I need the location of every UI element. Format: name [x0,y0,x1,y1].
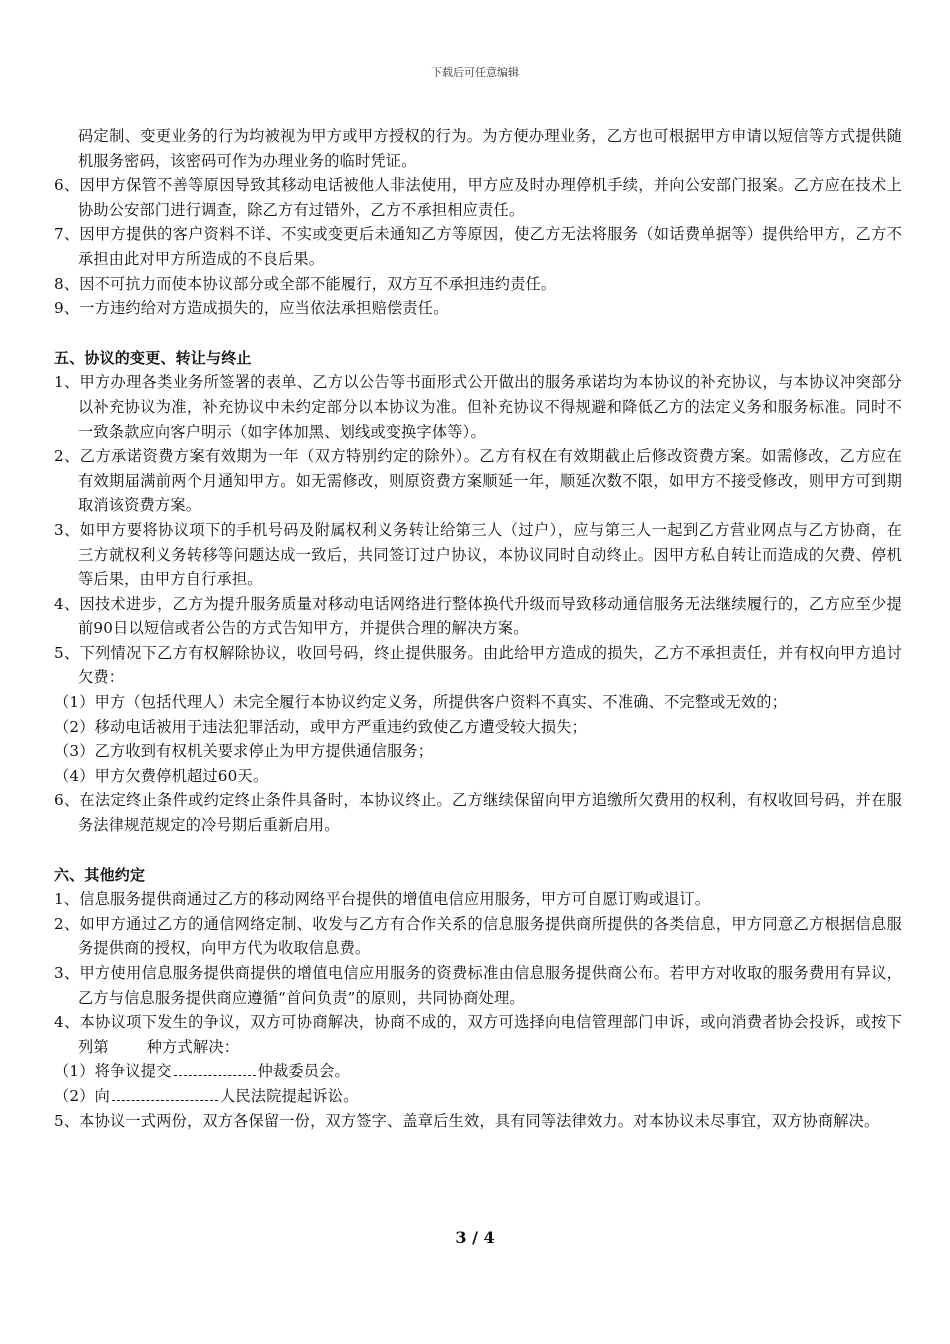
clause-6-2: 2、如甲方通过乙方的通信网络定制、收发与乙方有合作关系的信息服务提供商所提供的各类信息，甲方同意乙方根据信息服务提供商的授权，向甲方代为收取信息费。 [54,914,902,958]
clause-4-7: 7、因甲方提供的客户资料不详、不实或变更后未通知乙方等原因，使乙方无法将服务（如话费单据等）提供给甲方，乙方不承担由此对甲方所造成的不良后果。 [54,225,902,268]
blank-court [112,1088,218,1101]
clause-4-9: 9、一方违约给对方造成损失的，应当依法承担赔偿责任。 [54,299,449,318]
page-header-note: 下载后可任意编辑 [431,66,519,79]
clause-5-2: 2、乙方承诺资费方案有效期为一年（双方特别约定的除外）。乙方有权在有效期截止后修改资费方案。如需修改，乙方应在有效期届满前两个月通知甲方。如无需修改，则原资费方案顺延一年，顺延次数不限，如甲方不接受修改，则甲方可到期取消该资费方案。 [54,447,902,515]
clause-5-5-3: （3）乙方收到有权机关要求停止为甲方提供通信服务； [54,742,434,761]
clause-5-1: 1、甲方办理各类业务所签署的表单、乙方以公告等书面形式公开做出的服务承诺均为本协议的补充协议，与本协议冲突部分以补充协议为准，补充协议中未约定部分以本协议为准。但补充协议不得规避和降低乙方的法定义务和服务标准。同时不一致条款应向客户明示（如字体加黑、划线或变换字体等）。 [54,373,902,441]
clause-6-4-text-end: 种方式解决： [146,1037,240,1056]
clause-6-4-2 [54,1084,902,1109]
clause-5-5-4: （4）甲方欠费停机超过60天。 [54,766,269,785]
section-gap [54,321,902,333]
clause-6-5: 5、本协议一式两份，双方各保留一份，双方签字、盖章后生效，具有同等法律效力。对本协议未尽事宜，双方协商解决。 [54,1111,880,1130]
clause-6-3: 3、甲方使用信息服务提供商提供的增值电信应用服务的资费标准由信息服务提供商公布。若甲方对收取的服务费用有异议，乙方与信息服务提供商应遵循“首问负责”的原则，共同协商处理。 [54,964,902,1007]
clause-5-5: 5、下列情况下乙方有权解除协议，收回号码，终止提供服务。由此给甲方造成的损失，乙方不承担责任，并有权向甲方追讨欠费： [54,643,902,687]
page-number: 3 / 4 [455,1228,495,1247]
clause-6-4 [54,1010,902,1059]
clause-5-6: 6、在法定终止条件或约定终止条件具备时，本协议终止。乙方继续保留向甲方追缴所欠费用的权利，有权收回号码，并在服务法律规范规定的冷号期后重新启用。 [54,791,902,835]
clause-6-4-2-end: 人民法院提起诉讼。 [220,1086,359,1105]
section-gap [54,838,902,850]
clause-5-5-1: （1）甲方（包括代理人）未完全履行本协议约定义务，所提供客户资料不真实、不准确、不完整或无效的； [54,693,788,712]
clause-6-1: 1、信息服务提供商通过乙方的移动网络平台提供的增值电信应用服务，甲方可自愿订购或退订。 [54,890,711,909]
blank-arbitration [174,1063,256,1076]
clause-6-4-text: 4、本协议项下发生的争议，双方可协商解决，协商不成的，双方可选择向电信管理部门申诉，或向消费者协会投诉，或按下列第 [54,1013,902,1056]
clause-6-4-1 [54,1059,902,1084]
section-6-title: 六、其他约定 [54,865,146,884]
clause-4-6: 6、因甲方保管不善等原因导致其移动电话被他人非法使用，甲方应及时办理停机手续，并向公安部门报案。乙方应在技术上协助公安部门进行调查，除乙方有过错外，乙方不承担相应责任。 [54,176,902,219]
paragraph-continued: 码定制、变更业务的行为均被视为甲方或甲方授权的行为。为方便办理业务，乙方也可根据甲方申请以短信等方式提供随机服务密码，该密码可作为办理业务的临时凭证。 [78,127,902,170]
section-5-title: 五、协议的变更、转让与终止 [54,348,252,367]
clause-4-8: 8、因不可抗力而使本协议部分或全部不能履行，双方互不承担违约责任。 [54,274,557,293]
clause-6-4-1-end: 仲裁委员会。 [257,1062,350,1081]
clause-6-4-1-start: （1）将争议提交 [54,1062,172,1081]
document-body [54,124,902,1133]
clause-5-5-2: （2）移动电话被用于违法犯罪活动，或甲方严重违约致使乙方遭受较大损失； [54,717,588,736]
clause-5-3: 3、如甲方要将协议项下的手机号码及附属权利义务转让给第三人（过户），应与第三人一起到乙方营业网点与乙方协商，在三方就权利义务转移等问题达成一致后，共同签订过户协议，本协议同时自动终止。因甲方私自转让而造成的欠费、停机等后果，由甲方自行承担。 [54,520,902,589]
clause-5-4: 4、因技术进步，乙方为提升服务质量对移动电话网络进行整体换代升级而导致移动通信服务无法继续履行的，乙方应至少提前90日以短信或者公告的方式告知甲方，并提供合理的解决方案。 [54,594,902,638]
clause-6-4-2-start: （2）向 [54,1086,111,1105]
